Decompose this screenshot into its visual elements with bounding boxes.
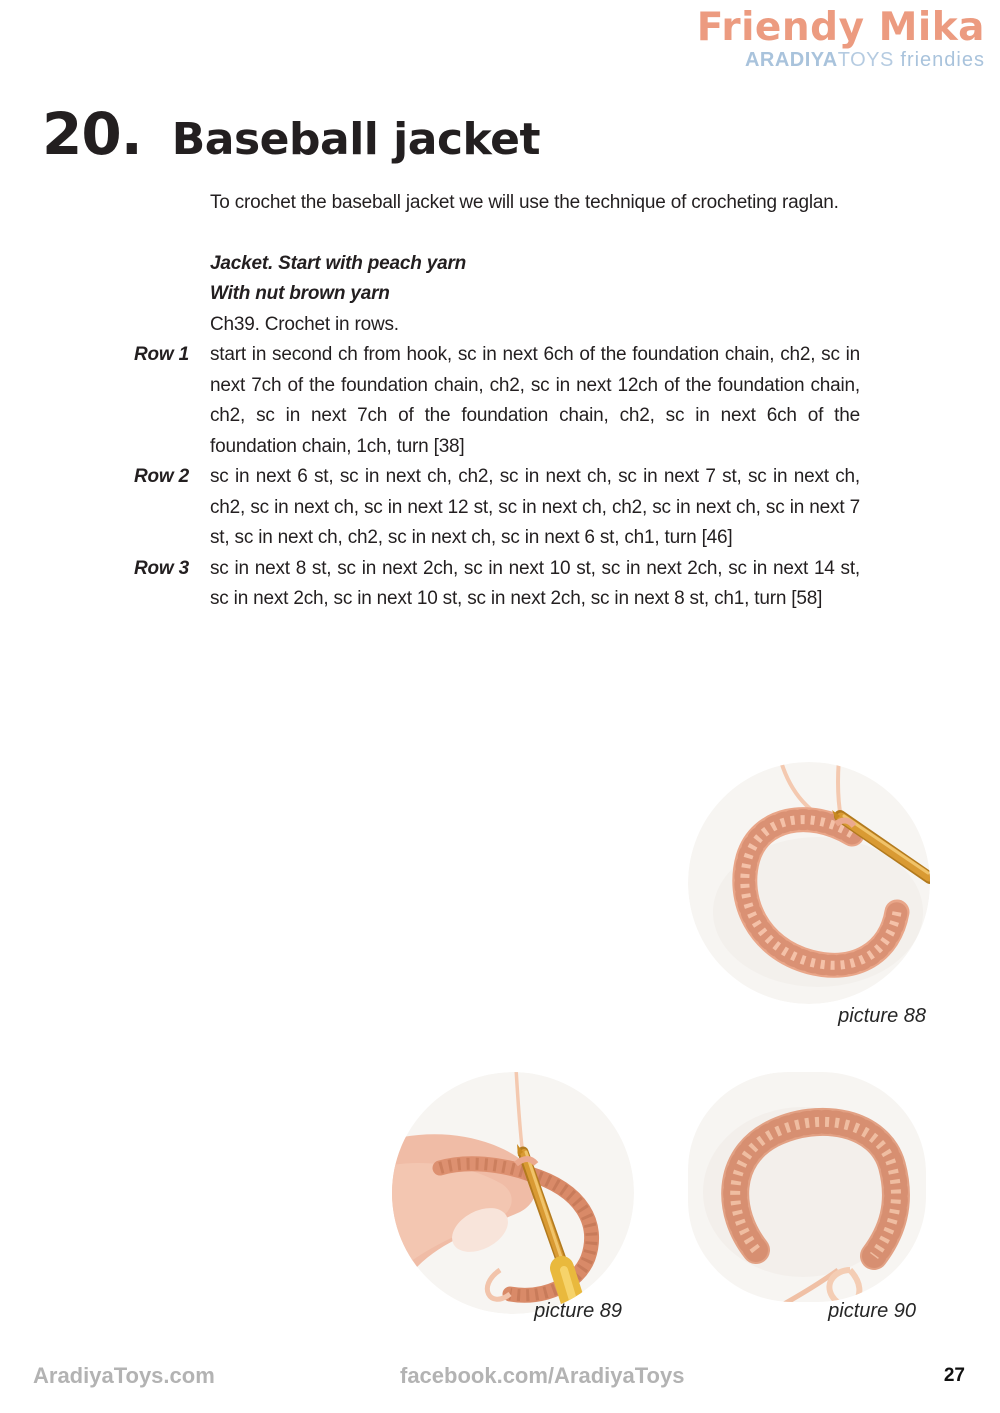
crochet-band-image	[688, 1072, 926, 1302]
pattern-heading-peach: Jacket. Start with peach yarn	[210, 252, 467, 274]
intro-paragraph: To crochet the baseball jacket we will use the technique of crocheting raglan.	[210, 192, 839, 213]
page-number: 27	[943, 1365, 965, 1386]
pattern-content	[134, 188, 860, 615]
picture-90-caption: picture 90	[828, 1300, 916, 1322]
brand-sub-toys: TOYS	[837, 48, 894, 71]
page-title: Baseball jacket	[171, 114, 540, 165]
footer-facebook: facebook.com/AradiyaToys	[400, 1363, 685, 1388]
hand-crochet-image	[392, 1072, 634, 1314]
brand-sub-friendies: friendies	[893, 48, 985, 71]
row-2-label: Row 2	[134, 466, 189, 487]
section-heading	[42, 100, 540, 168]
pattern-row-2	[134, 462, 860, 554]
pattern-heading-brown: With nut brown yarn	[210, 283, 390, 304]
photo-picture-90	[688, 1072, 926, 1302]
pattern-row-1	[134, 340, 860, 462]
row-1-label: Row 1	[134, 344, 189, 365]
row-3-label: Row 3	[134, 557, 189, 579]
photo-picture-89	[392, 1072, 634, 1314]
section-number: 20.	[42, 100, 142, 168]
row-2-text: sc in next 6 st, sc in next ch, ch2, sc in next ch, sc in next 7 st, sc in next ch, ch2, sc in next ch, sc in next 12 st, sc in next ch, ch2, sc in next ch, sc in next 7 st, sc in next ch, ch2, sc in next ch, sc in next 6 st, ch1, turn [46]	[210, 466, 860, 548]
footer-website: AradiyaToys.com	[33, 1363, 215, 1388]
row-1-text: start in second ch from hook, sc in next 6ch of the foundation chain, ch2, sc in next 7ch of the foundation chain, ch2, sc in next 12ch of the foundation chain, ch2, sc in next 7ch of the foundation chain, ch2, sc in next 6ch of the foundation chain, 1ch, turn [38]	[210, 344, 860, 457]
brand-sub-aradiya: ARADIYA	[744, 48, 838, 71]
photo-picture-88	[688, 762, 930, 1004]
pattern-row-3	[134, 554, 860, 615]
picture-89-caption: picture 89	[534, 1300, 622, 1322]
page-footer	[0, 1363, 1000, 1397]
brand-block	[696, 5, 985, 71]
picture-88-caption: picture 88	[838, 1005, 926, 1027]
brand-subtitle	[697, 50, 985, 71]
crochet-chain-hook-image	[688, 762, 930, 1004]
row-3-text: sc in next 8 st, sc in next 2ch, sc in next 10 st, sc in next 2ch, sc in next 14 st, sc in next 2ch, sc in next 10 st, sc in next 2ch, sc in next 8 st, ch1, turn [58]	[210, 557, 860, 609]
brand-logo: Friendy Mika	[696, 5, 985, 50]
pattern-setup-line: Ch39. Crochet in rows.	[210, 313, 399, 335]
